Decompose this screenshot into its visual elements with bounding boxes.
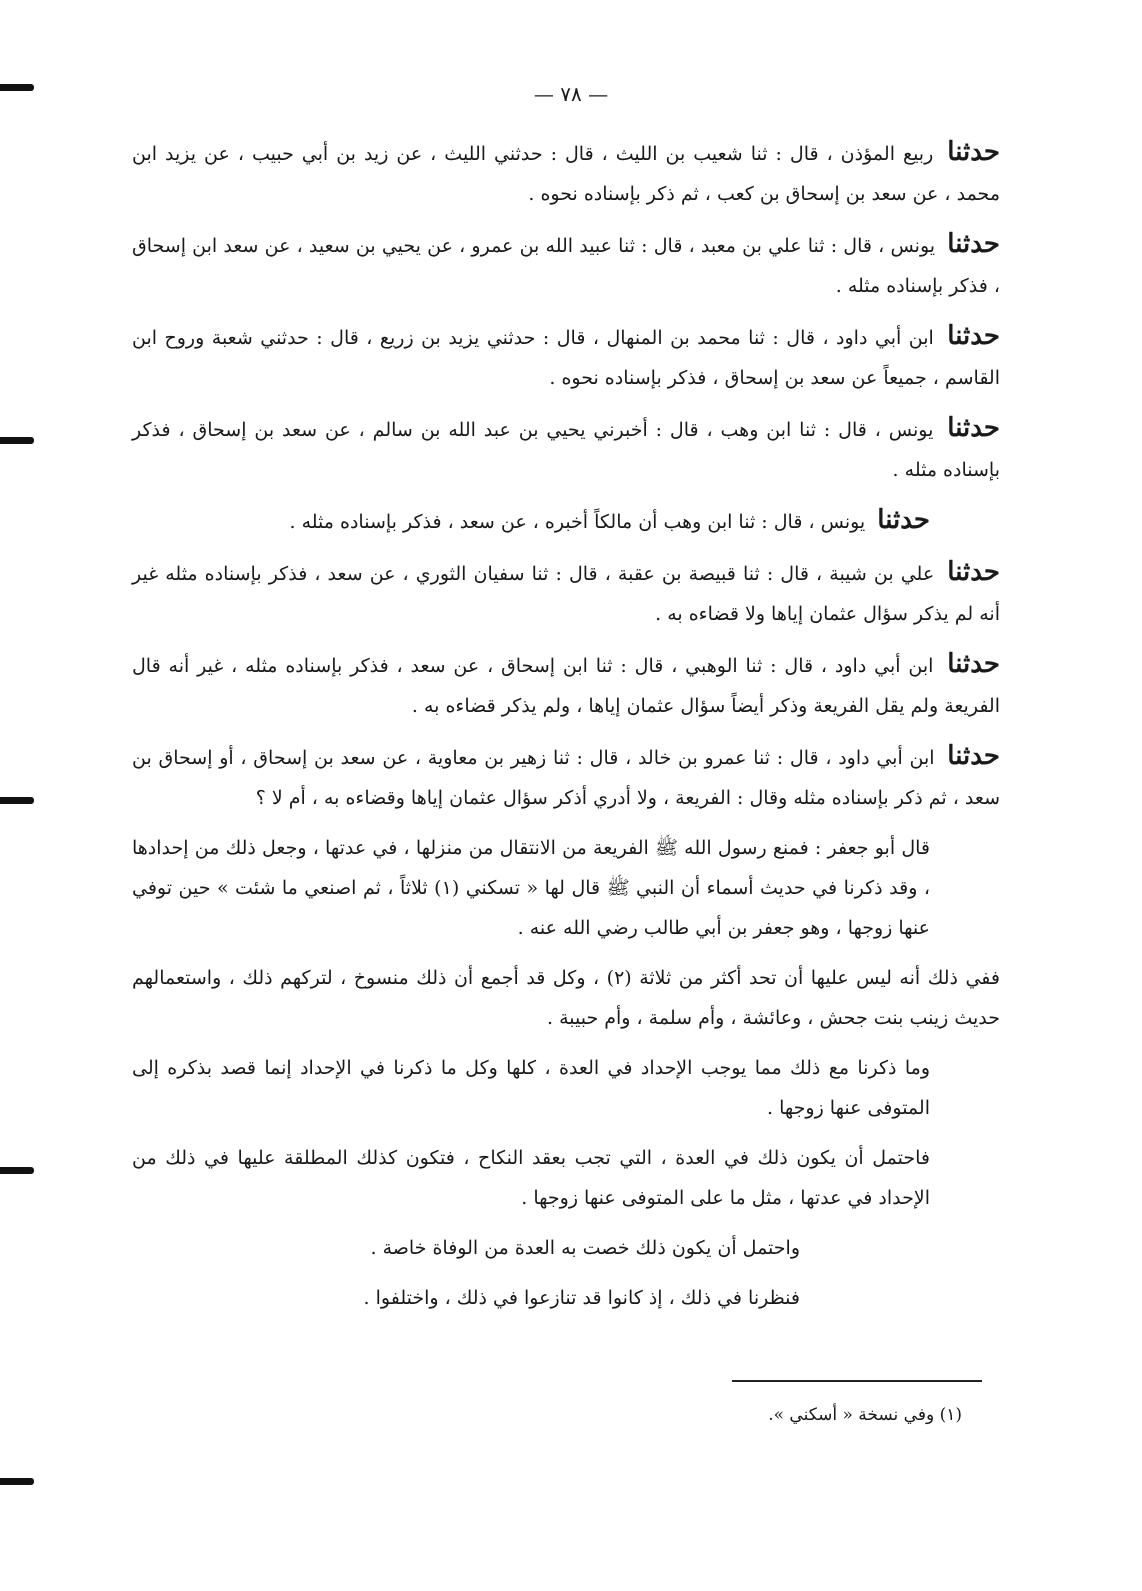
paragraph-text: علي بن شيبة ، قال : ثنا قبيصة بن عقبة ، قال : ثنا سفيان الثوري ، عن سعد ، فذكر بإسناده مثله غير أنه لم يذكر سؤال عثمان إياها ولا قضاءه به . [132, 563, 1000, 625]
margin-binding-mark [0, 437, 34, 444]
paragraph-text: ابن أبي داود ، قال : ثنا عمرو بن خالد ، قال : ثنا زهير بن معاوية ، عن سعد بن إسحاق ، أو إسحاق بن سعد ، ثم ذكر بإسناده مثله وقال : الفريعة ، ولا أدري أذكر سؤال عثمان إياها وقضاءه به ، أم لا ؟ [132, 747, 1000, 809]
paragraph [132, 958, 1000, 1038]
paragraph [132, 1048, 1000, 1128]
hadith-lead-word: حدثنا [947, 137, 1000, 167]
paragraph [132, 408, 1000, 490]
hadith-lead-word: حدثنا [947, 649, 1000, 679]
margin-binding-mark [0, 1478, 34, 1485]
footnote: (١) وفي نسخة « أسكني ». [768, 1405, 962, 1425]
paragraph-text: ابن أبي داود ، قال : ثنا الوهبي ، قال : ثنا ابن إسحاق ، عن سعد ، فذكر بإسناده مثله ، غير أنه قال الفريعة ولم يقل الفريعة وذكر أيضاً سؤال عثمان إياها ، ولم يذكر قضاءه به . [132, 655, 1000, 717]
paragraph [132, 552, 1000, 634]
hadith-lead-word: حدثنا [947, 229, 1000, 259]
margin-binding-mark [0, 1167, 34, 1174]
paragraph-text: يونس ، قال : ثنا ابن وهب أن مالكاً أخبره ، عن سعد ، فذكر بإسناده مثله . [289, 511, 872, 533]
paragraph [132, 1138, 1000, 1218]
paragraph [132, 132, 1000, 214]
paragraph-text: يونس ، قال : ثنا علي بن معبد ، قال : ثنا عبيد الله بن عمرو ، عن يحيي بن سعيد ، عن سعد ابن إسحاق ، فذكر بإسناده مثله . [132, 235, 1000, 297]
paragraph [132, 644, 1000, 726]
paragraph [132, 500, 1000, 542]
hadith-lead-word: حدثنا [877, 505, 930, 535]
paragraph-text: ربيع المؤذن ، قال : ثنا شعيب بن الليث ، قال : حدثني الليث ، عن زيد بن أبي حبيب ، عن يزيد ابن محمد ، عن سعد بن إسحاق بن كعب ، ثم ذكر بإسناده نحوه . [132, 143, 1000, 205]
paragraph [132, 316, 1000, 398]
paragraph-text: قال أبو جعفر : فمنع رسول الله ﷺ الفريعة من الانتقال من منزلها ، في عدتها ، وجعل ذلك من إحدادها ، وقد ذكرنا في حديث أسماء أن النبي ﷺ قال لها « تسكني (١) ثلاثاً ، ثم اصنعي ما شئت » حين توفي عنها زوجها ، وهو جعفر بن أبي طالب رضي الله عنه . [132, 837, 930, 939]
paragraph-text: وما ذكرنا مع ذلك مما يوجب الإحداد في العدة ، كلها وكل ما ذكرنا في الإحداد إنما قصد بذكره إلى المتوفى عنها زوجها . [132, 1057, 930, 1119]
paragraph [132, 828, 1000, 948]
page-number: — ٧٨ — [533, 82, 609, 106]
paragraph-text: يونس ، قال : ثنا ابن وهب ، قال : أخبرني يحيي بن عبد الله بن سالم ، عن سعد بن إسحاق ، فذكر بإسناده مثله . [132, 419, 1000, 481]
paragraph-text: ابن أبي داود ، قال : ثنا محمد بن المنهال ، قال : حدثني يزيد بن زريع ، قال : حدثني شعبة وروح ابن القاسم ، جميعاً عن سعد بن إسحاق ، فذكر بإسناده نحوه . [132, 327, 1000, 389]
paragraph-text: فنظرنا في ذلك ، إذ كانوا قد تنازعوا في ذلك ، واختلفوا . [363, 1287, 800, 1309]
footnote-divider [732, 1380, 982, 1382]
paragraph-text: فاحتمل أن يكون ذلك في العدة ، التي تجب بعقد النكاح ، فتكون كذلك المطلقة عليها في ذلك من الإحداد في عدتها ، مثل ما على المتوفى عنها زوجها . [132, 1147, 930, 1209]
paragraph-text: واحتمل أن يكون ذلك خصت به العدة من الوفاة خاصة . [370, 1237, 800, 1259]
paragraph-text: ففي ذلك أنه ليس عليها أن تحد أكثر من ثلاثة (٢) ، وكل قد أجمع أن ذلك منسوخ ، لتركهم ذلك ، واستعمالهم حديث زينب بنت جحش ، وعائشة ، وأم سلمة ، وأم حبيبة . [132, 967, 1000, 1029]
hadith-lead-word: حدثنا [947, 321, 1000, 351]
margin-binding-mark [0, 797, 34, 804]
paragraph [132, 224, 1000, 306]
paragraph [132, 1228, 1000, 1268]
paragraph [132, 1278, 1000, 1318]
hadith-lead-word: حدثنا [947, 741, 1000, 771]
hadith-lead-word: حدثنا [947, 413, 1000, 443]
body-text [132, 132, 1000, 1328]
paragraph [132, 736, 1000, 818]
hadith-lead-word: حدثنا [947, 557, 1000, 587]
